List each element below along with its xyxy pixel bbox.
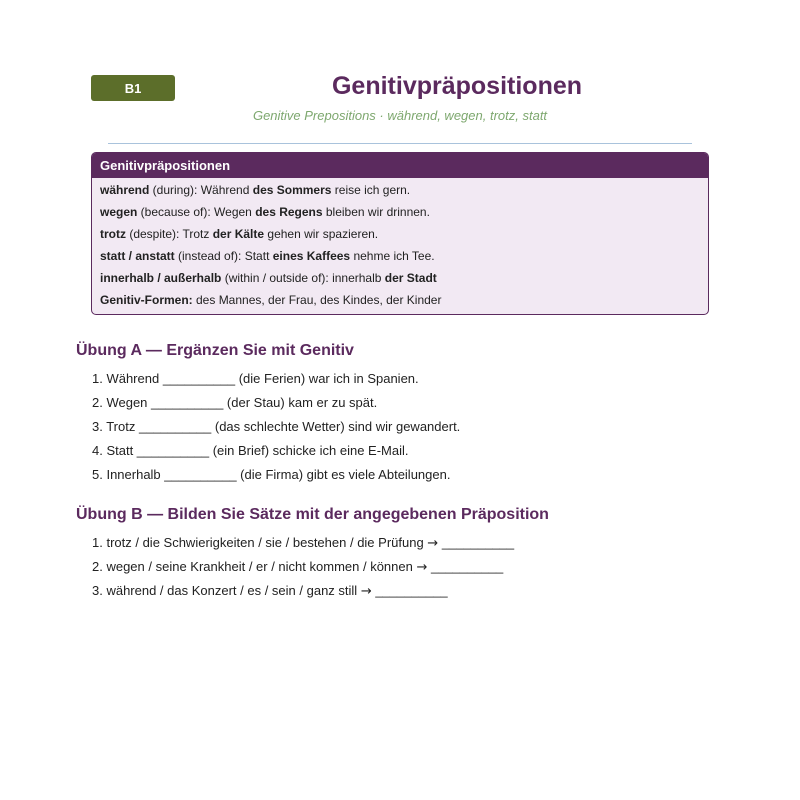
answer-blank: __________ (438, 535, 515, 550)
exercise-b-prompt: 1. trotz / die Schwierigkeiten / sie / bestehen / die Prüfung (92, 535, 428, 550)
exercise-b-prompt: 3. während / das Konzert / es / sein / ganz still (92, 583, 361, 598)
rule-example-emphasis: eines Kaffees (272, 249, 351, 263)
level-badge: B1 (91, 75, 175, 101)
arrow-right-icon: → (427, 536, 439, 551)
page-subtitle: Genitive Prepositions · während, wegen, trotz, statt (252, 108, 548, 123)
rule-preposition: Genitiv-Formen: (100, 293, 193, 307)
rule-line (100, 289, 700, 311)
exercise-a-item: 2. Wegen __________ (der Stau) kam er zu spät. (92, 395, 378, 410)
rule-gloss: (instead of): Statt (174, 249, 273, 263)
rule-example-rest: bleiben wir drinnen. (322, 205, 430, 219)
exercise-b-item (92, 531, 514, 555)
arrow-right-icon: → (360, 584, 372, 599)
header-divider (108, 143, 692, 144)
rule-example-emphasis: der Stadt (384, 271, 437, 285)
rule-line (100, 245, 700, 267)
exercise-a-item: 1. Während __________ (die Ferien) war ich in Spanien. (92, 371, 419, 386)
answer-blank: __________ (427, 559, 504, 574)
rule-example-rest: gehen wir spazieren. (264, 227, 379, 241)
rule-gloss: (within / outside of): innerhalb (221, 271, 385, 285)
exercise-b-heading: Übung B — Bilden Sie Sätze mit der angegebenen Präposition (76, 506, 549, 523)
exercise-a-item: 3. Trotz __________ (das schlechte Wetter) sind wir gewandert. (92, 419, 461, 434)
rule-line (100, 223, 700, 245)
exercise-b-list (92, 531, 514, 603)
rule-gloss: (because of): Wegen (137, 205, 256, 219)
exercise-b-item (92, 555, 514, 579)
grammar-box (91, 152, 709, 315)
arrow-right-icon: → (416, 560, 428, 575)
rule-line (100, 201, 700, 223)
rule-preposition: innerhalb / außerhalb (100, 271, 222, 285)
rule-gloss: (despite): Trotz (126, 227, 213, 241)
exercise-a-item: 5. Innerhalb __________ (die Firma) gibt es viele Abteilungen. (92, 467, 451, 482)
grammar-rules (92, 178, 708, 314)
exercise-a-list (92, 367, 460, 487)
rule-preposition: trotz (100, 227, 126, 241)
rule-preposition: während (100, 183, 150, 197)
rule-example-emphasis: des Regens (255, 205, 323, 219)
rule-example-emphasis: des Sommers (252, 183, 332, 197)
exercise-b-prompt: 2. wegen / seine Krankheit / er / nicht kommen / können (92, 559, 417, 574)
rule-preposition: statt / anstatt (100, 249, 175, 263)
exercise-a-item: 4. Statt __________ (ein Brief) schicke ich eine E-Mail. (92, 443, 409, 458)
rule-example-rest: reise ich gern. (331, 183, 411, 197)
answer-blank: __________ (371, 583, 448, 598)
rule-line (100, 267, 700, 289)
rule-preposition: wegen (100, 205, 138, 219)
rule-example-rest: nehme ich Tee. (350, 249, 435, 263)
page-title: Genitivpräpositionen (331, 72, 583, 100)
rule-example-emphasis: der Kälte (212, 227, 265, 241)
rule-gloss: des Mannes, der Frau, des Kindes, der Kinder (192, 293, 442, 307)
exercise-b-item (92, 579, 514, 603)
exercise-a-heading: Übung A — Ergänzen Sie mit Genitiv (76, 342, 354, 359)
rule-gloss: (during): Während (149, 183, 253, 197)
grammar-box-title: Genitivpräpositionen (92, 153, 708, 178)
rule-line (100, 179, 700, 201)
